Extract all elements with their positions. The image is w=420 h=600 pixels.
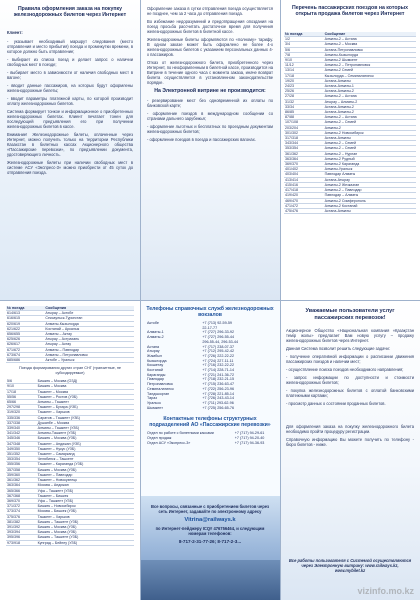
- conditions-paragraph: Отказ от железнодорожного билета, приобретенного через Интернет, по неоформленным в билетной кассе, производится на Витрине в течение одного часа с момента заказа, иначе возврат билета осуществляется в установленном законодательстве порядке.: [147, 60, 273, 85]
- rules-paragraph: Система формирует тонкое и информационное о приобретенных железнодорожных билетах. Клиент печатает тонен для последующей предъявления его при получении железнодорожных билетов в кассе.: [7, 109, 133, 129]
- station-name: Костанай: [147, 368, 163, 373]
- conditions-paragraph: Оформление заказа в сутки отправления поезда осуществляется не позднее, чем за 2 часа до отправления поезда.: [147, 6, 273, 16]
- train-route: Костанай – Аркалык: [44, 326, 134, 331]
- conditions-subhead: На Электронной витрине не производится:: [154, 88, 266, 94]
- train-route: Ташкент – Самарканд: [37, 452, 134, 457]
- welcome-paragraph: Справочную информацию Вы можете получить по телефону - бюро билетов - ниже.: [286, 437, 414, 447]
- phone-number: 296-55-44, 296-53-44: [202, 339, 239, 344]
- train-number: 345/346: [6, 436, 37, 441]
- train-number: 87/88: [284, 115, 324, 120]
- train-number: 25/26: [284, 89, 324, 94]
- train-number: 9/10: [6, 384, 37, 389]
- train-route: Алматы-Кызылорда: [44, 321, 134, 326]
- train-route: Алматы-2: [324, 125, 416, 130]
- rule-bullet: - вводит данные пассажиров, на которых будут оформлены железнодорожные билеты;: [7, 83, 133, 93]
- rule-bullet: - указывает необходимый маршрут следования (место отправления и место прибытия) поезда и промежутки времени, в которое должно быть отправление;: [7, 39, 133, 54]
- train-route: Атырау – Актау: [44, 342, 134, 347]
- train-table: [284, 32, 416, 214]
- train-number: 86/85: [284, 110, 324, 115]
- train-route: Ташкент – Андижан (УЗБ): [37, 441, 134, 446]
- train-number: 973/918: [6, 540, 37, 545]
- train-number: 471/472: [284, 203, 324, 208]
- train-number: 419/420: [284, 193, 324, 198]
- transit-table: [6, 379, 134, 546]
- train-number: 373/374: [6, 509, 37, 514]
- station-name: Караганды: [147, 372, 166, 377]
- table-row: [6, 540, 134, 545]
- train-number: 393/394: [6, 530, 37, 535]
- train-route: Алматы-2 Костанай: [324, 203, 416, 208]
- train-number: 673/674: [6, 352, 44, 357]
- train-route: Астана-Алматы-1: [324, 84, 416, 89]
- train-number: 359/360: [6, 472, 37, 477]
- phone-number: +7 (727) 296-33-92: [202, 330, 235, 335]
- train-number: 363/364: [6, 483, 37, 488]
- rule-bullet: - вводит параметры платежной карты, по которой производит оплату железнодорожных билетов.: [7, 96, 133, 106]
- train-number: 7/8: [284, 52, 324, 57]
- train-route: Ташкент – Харьков: [37, 514, 134, 519]
- train-route: Уфа – Ташкент (УЗБ): [37, 488, 134, 493]
- watermark: vizinfo.mo.kz: [357, 586, 414, 596]
- train-route: Бишкек – Новосибирск: [37, 504, 134, 509]
- train-route: Москва – Бишкек (УЗБ): [37, 509, 134, 514]
- train-route: Душанбе – Москва: [37, 420, 134, 425]
- train-number: 355/356: [6, 462, 37, 467]
- train-route: Ташкент – Бухара (УЗБ): [37, 405, 134, 410]
- panel-rules: [0, 0, 140, 300]
- train-number: 685/686: [6, 358, 44, 363]
- welcome-bullet: - осуществление поиска поездов необходимого направления;: [286, 367, 404, 372]
- rule-bullet: - выбирает место в зависимости от наличия свободных мест в вагоне;: [7, 70, 133, 80]
- train-number: 625/626: [6, 337, 44, 342]
- client-label: Клиент:: [7, 30, 23, 35]
- train-number: 9/10: [284, 58, 324, 63]
- train-list-title: Перечень пассажирских поездов на которых открыта продажа билетов через Интернет: [292, 5, 408, 18]
- train-number: 317/318: [284, 136, 324, 141]
- train-number: 363/364: [284, 156, 324, 161]
- conditions-bullet: - оформление льготных и бесплатных по проездным документам железнодорожных билетов;: [147, 124, 273, 135]
- train-number: 27/28: [284, 94, 324, 99]
- conditions-bullet: - резервирование мест без одновременной их оплаты по банковской карте;: [147, 98, 273, 109]
- train-number: 5/6: [6, 379, 37, 384]
- train-route: Алматы-2 – Москва: [324, 42, 416, 47]
- rules-title: Правила оформления заказа на покупку железнодорожных билетов через Интернет: [13, 6, 127, 19]
- phone-number: +7 (717) 94-36-93: [234, 440, 265, 445]
- table-row: [284, 208, 416, 213]
- phone-number: +7 (712) 295-42-42: [202, 349, 235, 354]
- train-number: 337/338: [6, 420, 37, 425]
- train-route: Бишкек – Москва (УЗБ): [37, 467, 134, 472]
- train-route: Ташкент – Павлодар: [37, 472, 134, 477]
- train-number: 297/298: [6, 405, 37, 410]
- train-number: 656/655: [6, 332, 44, 337]
- station-name: Талдыкорган: [147, 391, 170, 396]
- train-number: 335/336: [6, 415, 37, 420]
- train-number: 469/470: [284, 198, 324, 203]
- contacts-title: Контактные телефоны структурных подразделений АО «Пассажирские перевозки»: [149, 416, 271, 429]
- train-route: Алматы-2 Симферополь: [324, 198, 416, 203]
- station-name: Кызылорда: [147, 358, 167, 363]
- train-route: Алматы – Петропавловск: [44, 352, 134, 357]
- train-route: Ташкент – Нукус (УЗБ): [37, 446, 134, 451]
- train-route: Бишкек – Москва (УЗБ): [37, 436, 134, 441]
- table-row: [6, 358, 134, 363]
- train-number: 367/368: [6, 493, 37, 498]
- station-name: Алматы-2: [147, 335, 164, 340]
- panel-phones: [140, 300, 280, 600]
- train-number: 347/348: [6, 441, 37, 446]
- train-route: Астана-Алматы-2: [324, 104, 416, 109]
- department-name: Отдел продаж: [147, 436, 172, 441]
- train-table-2: [6, 306, 134, 363]
- phone-number: +7 (727) 296-55-44: [202, 335, 235, 340]
- train-number: 31/32: [284, 99, 324, 104]
- train-route: Алматы-2 – Астана: [324, 115, 416, 120]
- train-route: Атырау – Алматы-2: [324, 99, 416, 104]
- train-number: 17/18: [6, 389, 37, 394]
- train-number: 17/18: [284, 73, 324, 78]
- train-number: 417/418: [284, 188, 324, 193]
- train-number: 401/402: [284, 167, 324, 172]
- train-route: Бишкек – Москва (УЗБ): [37, 530, 134, 535]
- station-name: Уральск: [147, 400, 161, 405]
- train-number: 55/56: [6, 394, 37, 399]
- train-number: 24/23: [284, 84, 324, 89]
- panel-train-list: [280, 0, 420, 300]
- train-photo: [140, 496, 280, 600]
- train-number: 5/6: [284, 47, 324, 52]
- welcome-bullet: - запрос информации по доступности и стоимости железнодорожных билетов;: [286, 375, 414, 385]
- conditions-paragraph: Во избежание недоразумений и предотвращения опоздания на поезд просьба рассчитать достаточное время для получения железнодорожных билетов в билетной кассе.: [147, 19, 273, 34]
- conditions-paragraph: Железнодорожные билеты оформляются по «полному» тарифу. В одном заказе может быть оформлено не более 4-х железнодорожных билетов с указанием персональных данных 4-х пассажиров.: [147, 37, 273, 57]
- train-route: Астана-Атырау: [324, 177, 416, 182]
- department-name: Отдел АСУ «Экспресс-3»: [147, 440, 191, 445]
- train-number: 413/414: [284, 177, 324, 182]
- train-number: 369/370: [284, 162, 324, 167]
- contacts-table: [146, 431, 274, 445]
- train-number: 403/404: [284, 172, 324, 177]
- train-route: Сексаульск-Туркестан: [44, 316, 134, 321]
- train-route: Алматы-Ташкент (УЗБ): [37, 431, 134, 436]
- phone-number: +7 (717) 94-29-61: [234, 431, 265, 436]
- rule-bullet: - выбирает из списка поезд и делает запрос о наличии свободных мест в поезде;: [7, 57, 133, 67]
- train-table-header: Сообщение: [324, 32, 416, 37]
- train-number: 343/344: [284, 141, 324, 146]
- train-number: 395/396: [6, 535, 37, 540]
- phone-number: +7 (714) 228-71-14: [202, 368, 235, 373]
- phone-number: +7 (728) 221-85-14: [202, 391, 235, 396]
- phone-number: +7 (722) 256-23-96: [202, 386, 235, 391]
- train-route: Алматы-Кызылорда: [324, 52, 416, 57]
- phone-number: +7 (717) 238-07-37: [202, 344, 235, 349]
- train-number: 621/622: [6, 326, 44, 331]
- train-route: Павлодар – Алматы: [324, 193, 416, 198]
- train-table-header: № поезда: [6, 306, 44, 311]
- train-route: Астана-Алматы: [324, 208, 416, 213]
- train-number: 371/372: [6, 504, 37, 509]
- train-route: Бишкек – Ташкент (УЗБ): [37, 535, 134, 540]
- train-route: Алматы-2 – Семей: [324, 141, 416, 146]
- conditions-bullet: - оформление поездов в поезда и пассажирских вагонах.: [147, 137, 256, 143]
- station-name: Жамбыл: [147, 353, 162, 358]
- train-number: 391/392: [6, 524, 37, 529]
- transit-subhead: Поезда формирования других стран СНГ (транзитные, не субсидируемые): [18, 366, 122, 376]
- welcome-bullet: - получение оперативной информации о расписании движения пассажирских поездов и наличии мест;: [286, 354, 414, 364]
- train-number: 415/416: [284, 182, 324, 187]
- train-route: Астана-Петропавловск: [324, 47, 416, 52]
- train-route: Астана-Алматы: [324, 78, 416, 83]
- contact-info: Все вопросы, связанные с приобретением билетов через сеть Интернет, задавайте по электронному адресу: [150, 504, 270, 514]
- train-route: Алматы-2 Караганда: [324, 162, 416, 167]
- train-route: Алматы-2 – Нурлан: [324, 151, 416, 156]
- train-route: Кызылорда – Семипалатинск: [324, 73, 416, 78]
- phone-row: [146, 406, 274, 411]
- panel-conditions: [140, 0, 280, 300]
- train-route: Бишкек – Москва: [37, 384, 134, 389]
- train-route: Алматы – Актау: [44, 332, 134, 337]
- train-route: Алматы-2 – Семей: [324, 120, 416, 125]
- train-number: 301/302: [284, 130, 324, 135]
- train-table-header: № поезда: [284, 32, 324, 37]
- phones-title: Телефоны справочных служб железнодорожных вокзалов: [146, 306, 274, 319]
- train-number: 19/20: [284, 78, 324, 83]
- train-route: Ташкент – Новокузнецк: [37, 478, 134, 483]
- train-route: Бишкек – Москва (УЗБ): [37, 524, 134, 529]
- train-route: Алматы-2 Семей: [324, 68, 416, 73]
- train-number: 107/108: [284, 120, 324, 125]
- phones-table: [146, 321, 274, 410]
- welcome-paragraph: Для оформления заказа на покупку железнодорожного билета необходимо пройти процедуру регистрации.: [286, 424, 414, 434]
- phone-number: +7 (718) 232-21-15: [202, 377, 235, 382]
- train-number: 357/358: [6, 467, 37, 472]
- welcome-title: Уважаемые пользователи услуг пассажирских перевозок!: [305, 308, 395, 321]
- contact-email[interactable]: Vitrina@railways.k: [184, 517, 236, 523]
- train-number: 381/382: [6, 519, 37, 524]
- train-route: Ташкент – Бишкек: [37, 493, 134, 498]
- train-number: 353/354: [6, 457, 37, 462]
- train-route: Астана-Алматы-2: [324, 89, 416, 94]
- train-number: 203/204: [284, 125, 324, 130]
- train-route: Алматы – Ташкент: [37, 400, 134, 405]
- rules-paragraph: Железнодорожные билеты при наличии свободных мест в системе АСУ «Экспресс-3» можно приобрести от 45 суток до отправления поезда.: [7, 160, 133, 175]
- train-number: 341/342: [6, 431, 37, 436]
- station-name: Тараз: [147, 396, 157, 401]
- train-route: Ташкент – Харьков: [37, 410, 134, 415]
- train-number: 11/12: [284, 63, 324, 68]
- train-route: Алматы-2 – Семей: [324, 146, 416, 151]
- contact-row: [146, 441, 274, 446]
- panel-welcome: [280, 300, 420, 600]
- train-route: Алматы-Уральск: [324, 167, 416, 172]
- train-route: Павлодар Алматы: [324, 172, 416, 177]
- station-name: Астана: [147, 344, 160, 349]
- train-route: Алматы-2 – Астана: [324, 37, 416, 42]
- train-route: Алматы – Ташкент (УЗБ): [37, 426, 134, 431]
- train-route: Челябинск – Ташкент: [37, 457, 134, 462]
- train-number: 33/34: [284, 104, 324, 109]
- welcome-paragraph: Акционерное Общество «Национальная компания «Қазақстан темір жолы» предлагает Вам новую услугу – продажу железнодорожных билетов через Интернет.: [286, 328, 414, 343]
- welcome-bullet: - просмотр данных о состоянии проданных билетов.: [286, 401, 386, 406]
- train-route: Москва – Андижан: [37, 483, 134, 488]
- train-route: Бишкек – Ташкент (УЗБ): [37, 519, 134, 524]
- phone-number: +7 (716) 232-22-22: [202, 363, 235, 368]
- train-number: 13/14: [284, 68, 324, 73]
- train-number: 353/354: [284, 146, 324, 151]
- train-route: Алматы – Павлодар: [44, 347, 134, 352]
- train-route: Бишкек – Москва (ОЗД): [37, 379, 134, 384]
- train-route: Ташкент – Москва: [37, 389, 134, 394]
- train-route: Алматы-2 Рудный: [324, 156, 416, 161]
- train-route: Ташкент – Караганда (УЗБ): [37, 462, 134, 467]
- train-number: 319/320: [6, 410, 37, 415]
- phone-number: +7 (711) 293-62-96: [202, 400, 234, 405]
- station-name: Актобе: [147, 321, 159, 325]
- station-name: Кокшетау: [147, 363, 164, 368]
- train-table-header: Сообщения: [44, 306, 134, 311]
- department-name: Отдел по работе с билетными кассами: [147, 431, 214, 436]
- station-name: Петропавловск: [147, 382, 173, 387]
- phone-number: +7 (726) 222-22-22: [202, 353, 235, 358]
- station-name: Алматы-1: [147, 330, 164, 335]
- train-route: Уфа – Ташкент (УЗБ): [37, 498, 134, 503]
- train-number: 361/362: [284, 151, 324, 156]
- train-number: 671/672: [6, 347, 44, 352]
- train-route: Астана-Алматы: [324, 136, 416, 141]
- phone-number: +7 (724) 227-11-11: [202, 358, 234, 363]
- welcome-footer: Все работы пользователя с Системой осуществляются через Электронную витрину: www.railways.kz, www.mybilet.kz: [288, 558, 412, 573]
- train-route: Алматы-2 – Петропавловск: [324, 63, 416, 68]
- train-number: 3/4: [284, 42, 324, 47]
- train-route: Астана-Алматы-2: [324, 110, 416, 115]
- train-number: 1/2: [284, 37, 324, 42]
- train-number: 365/366: [6, 488, 37, 493]
- train-route: Алматы-2 Шымкент: [324, 58, 416, 63]
- train-number: 361/362: [6, 478, 37, 483]
- train-route: Кунград – Бейнеу (УЗБ): [37, 540, 134, 545]
- train-number: 620/619: [6, 321, 44, 326]
- train-number: 349/350: [6, 446, 37, 451]
- train-route: Саратов – Ташкент (УЗБ): [37, 415, 134, 420]
- train-number: 475/476: [284, 208, 324, 213]
- train-number: 369/370: [6, 498, 37, 503]
- phone-number: +7 (717) 94-20-40: [234, 436, 265, 441]
- train-route: Актобе – Уральск: [44, 358, 134, 363]
- train-route: Алматы-2 Новосибирск: [324, 130, 416, 135]
- train-number: 375/376: [6, 514, 37, 519]
- train-route: Ташкент – Ростов (УЗБ): [37, 394, 134, 399]
- train-route: Атырау – Астрахань: [44, 337, 134, 342]
- train-route: Атырау – Актобе: [44, 311, 134, 316]
- contact-info: по Интернет-пейджеру ICQ# 476756464, и следующим номерам телефонов:: [155, 526, 265, 536]
- train-route: Алматы-2 Жезказган: [324, 182, 416, 187]
- train-route: Алматы-2 – Астана: [324, 94, 416, 99]
- phone-number: +7 (725) 256-65-76: [202, 405, 235, 410]
- welcome-bullet: - покупка железнодорожных билетов с оплатой банковскими платежными картами;: [286, 388, 414, 398]
- phone-number: +7 (715) 236-63-47: [202, 382, 235, 387]
- train-number: 616/615: [6, 316, 44, 321]
- rules-warning: Внимание! Железнодорожные билеты, оплаченные через Интернет, можно получить только на территории Республики Казахстан в билетных кассах Акционерного общества «Пассажирские перевозки», по предъявлении документа, удостоверяющего личность.: [7, 132, 133, 157]
- phone-number: +7 (721) 241-36-72: [202, 372, 235, 377]
- contact-phones: 8-717-2-31-77-26; 8-717-2-3...: [178, 539, 242, 544]
- station-name: Павлодар: [147, 377, 164, 382]
- phone-number: 22-17-77: [202, 325, 218, 330]
- fold-line: [0, 300, 420, 301]
- train-route: Алматы-2 – Павлодар: [324, 188, 416, 193]
- train-number: 626/617: [6, 342, 44, 347]
- train-number: 65/66: [6, 400, 37, 405]
- train-number: 614/613: [6, 311, 44, 316]
- train-number: 339/340: [6, 426, 37, 431]
- station-name: Атырау: [147, 349, 160, 354]
- phone-number: +7 (713) 92-59-59: [202, 321, 232, 325]
- station-name: Семипалатинск: [147, 386, 174, 391]
- conditions-bullet: - оформление поездов в международном сообщении со странами дальнего зарубежья;: [147, 111, 273, 122]
- welcome-paragraph: Данная Система позволит решить следующие задачи:: [286, 346, 390, 351]
- station-name: Шымкент: [147, 405, 163, 410]
- phone-number: +7 (726) 243-43-14: [202, 396, 235, 401]
- panel-transit-trains: [0, 300, 140, 600]
- train-number: 351/352: [6, 452, 37, 457]
